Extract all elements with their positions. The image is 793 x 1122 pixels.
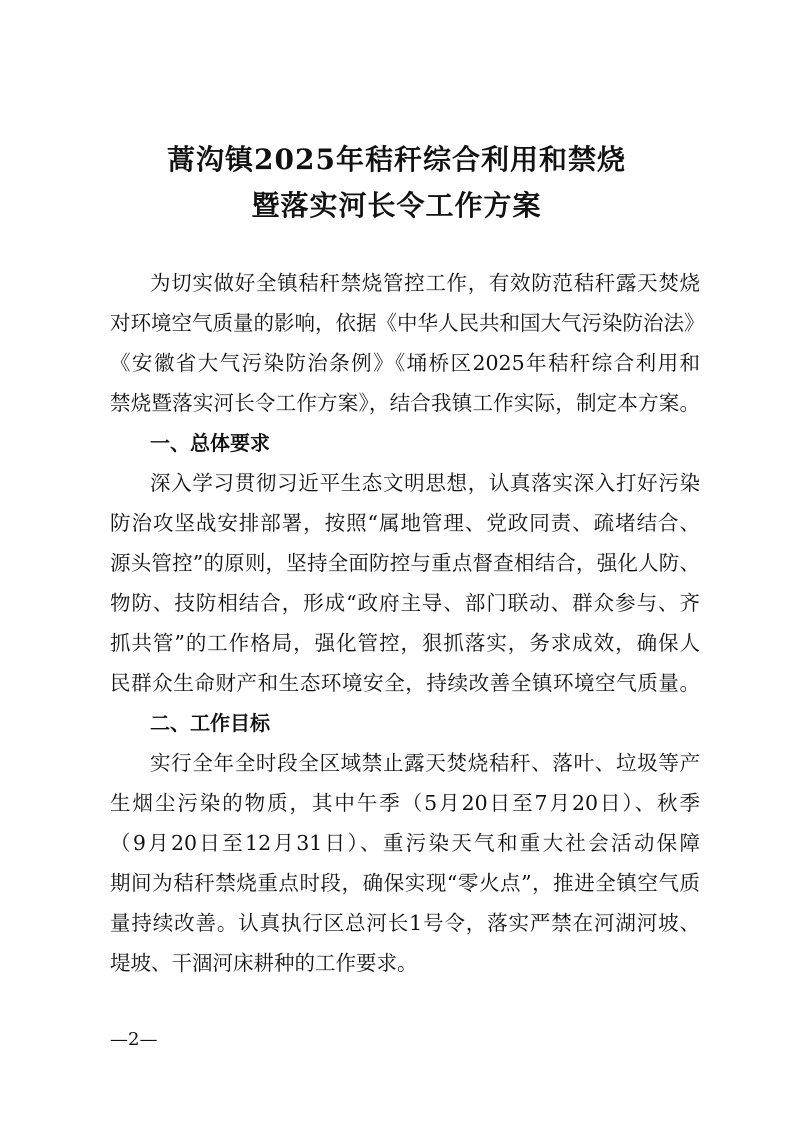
section2-line: （9月20日至12月31日）、重污染天气和重大社会活动保障 <box>110 831 700 855</box>
section-heading-overall-requirements: 一、总体要求 <box>150 431 270 455</box>
intro-line: 对环境空气质量的影响，依据《中华人民共和国大气污染防治法》 <box>110 311 705 335</box>
document-title-line-1: 蒿沟镇2025年秸秆综合利用和禁烧 <box>167 143 626 176</box>
section2-line: 量持续改善。认真执行区总河长1号令，落实严禁在河湖河坡、 <box>110 911 700 935</box>
section1-line: 防治攻坚战安排部署，按照“属地管理、党政同责、疏堵结合、 <box>110 511 700 535</box>
section-heading-work-goals: 二、工作目标 <box>150 711 270 735</box>
intro-line: 禁烧暨落实河长令工作方案》，结合我镇工作实际，制定本方案。 <box>110 391 700 415</box>
page-number: —2— <box>110 1029 158 1050</box>
section1-line: 抓共管”的工作格局，强化管控，狠抓落实，务求成效，确保人 <box>110 631 700 655</box>
intro-line: 《安徽省大气污染防治条例》《埇桥区2025年秸秆综合利用和 <box>110 351 700 375</box>
section1-line: 深入学习贯彻习近平生态文明思想，认真落实深入打好污染 <box>150 471 700 495</box>
section2-line: 堤坡、干涸河床耕种的工作要求。 <box>110 951 418 975</box>
section1-line: 物防、技防相结合，形成“政府主导、部门联动、群众参与、齐 <box>110 591 700 615</box>
section2-line: 期间为秸秆禁烧重点时段，确保实现“零火点”，推进全镇空气质 <box>110 871 700 895</box>
section1-line: 民群众生命财产和生态环境安全，持续改善全镇环境空气质量。 <box>110 671 700 695</box>
section2-line: 生烟尘污染的物质，其中午季（5月20日至7月20日）、秋季 <box>110 791 700 815</box>
intro-line: 为切实做好全镇秸秆禁烧管控工作，有效防范秸秆露天焚烧 <box>150 271 700 295</box>
section1-line: 源头管控”的原则，坚持全面防控与重点督查相结合，强化人防、 <box>110 551 700 575</box>
section2-line: 实行全年全时段全区域禁止露天焚烧秸秆、落叶、垃圾等产 <box>150 751 700 775</box>
document-title-line-2: 暨落实河长令工作方案 <box>251 189 542 222</box>
